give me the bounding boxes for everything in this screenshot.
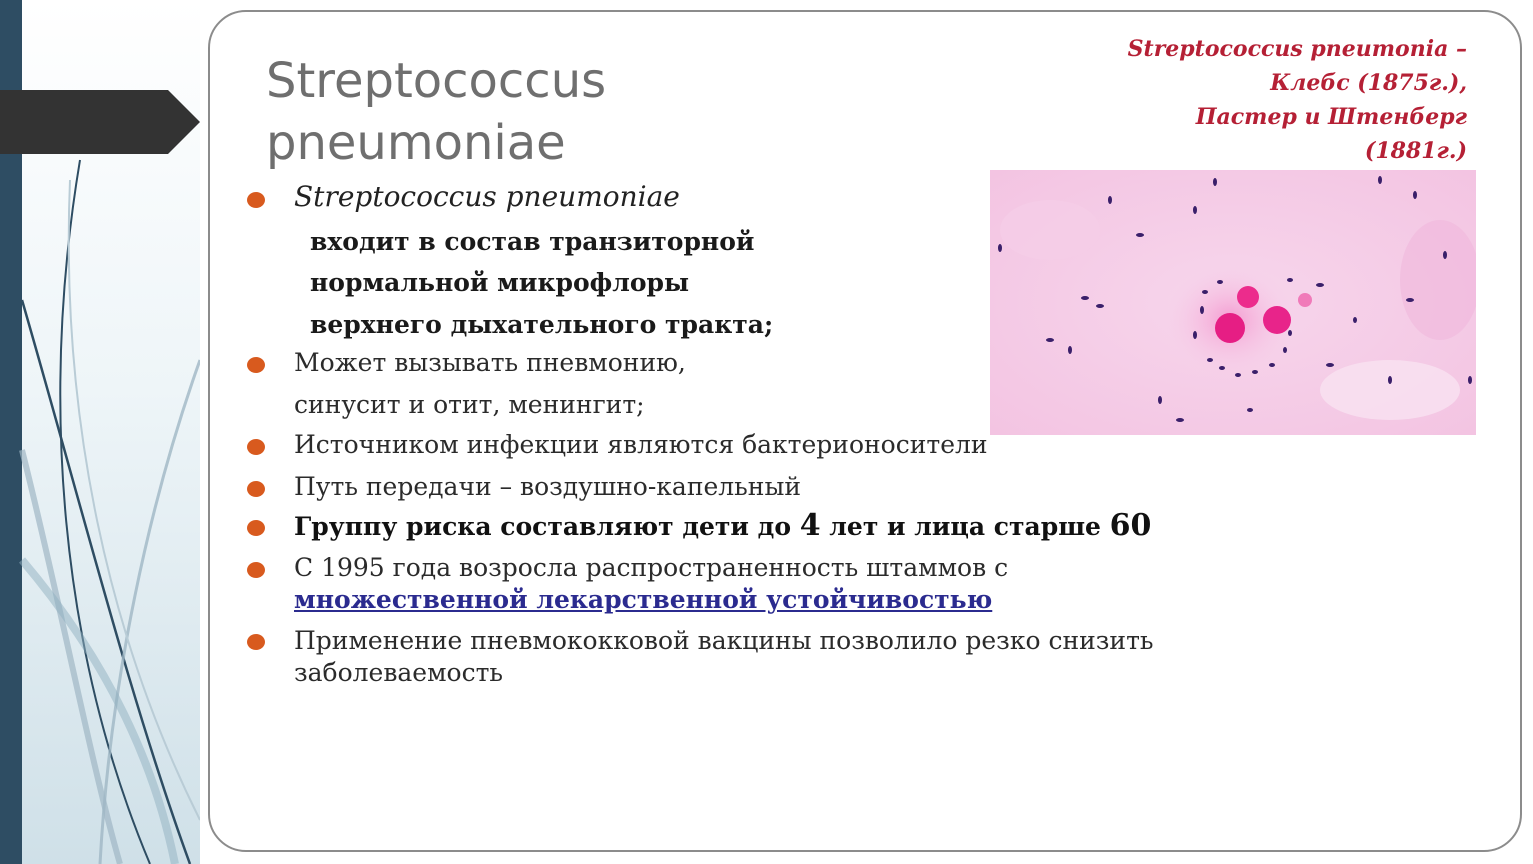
slide-title [266,50,606,174]
bullet-text: Применение пневмококковой вакцины позволило резко снизить [294,626,1154,655]
bullet-marker [246,518,266,538]
bullet-marker [246,479,266,499]
bullet-text: заболеваемость [294,658,504,687]
bullet-text: синусит и отит, менингит; [294,390,645,419]
title-line: pneumoniae [266,115,566,171]
attribution-line: (1881г.) [1364,138,1467,164]
attribution-line: Клебс (1875г.), [1270,70,1467,96]
bullet-text: входит в состав транзиторной [310,227,755,256]
risk-text: Группу риска составляют дети до [294,512,800,541]
microscopy-image [990,170,1476,435]
bullet-marker [246,355,266,375]
title-line: Streptococcus [266,53,607,109]
bullet-text: Путь передачи – воздушно-капельный [294,472,802,501]
risk-age-number: 4 [799,508,821,543]
bullet-marker [246,190,266,210]
attribution-line: Streptococcus pneumonia – [1127,36,1467,62]
bullet-text: С 1995 года возросла распространенность штаммов с [294,553,1009,582]
bullet-text: нормальной микрофлоры [310,268,690,297]
title-arrow-shape [0,90,200,154]
discovery-attribution [1128,32,1467,168]
bullet-marker [246,437,266,457]
bullet-text-species: Streptococcus pneumoniae [294,180,680,213]
bullet-text-risk-group [294,508,1151,543]
bullet-text: верхнего дыхательного тракта; [310,310,774,339]
bullet-text: Источником инфекции являются бактерионосители [294,430,988,459]
left-decorative-panel [0,0,200,864]
resistance-link[interactable]: множественной лекарственной устойчивостью [294,585,993,614]
risk-age-number: 60 [1109,508,1152,543]
attribution-line: Пастер и Штенберг [1195,104,1467,130]
bullet-marker [246,632,266,652]
bullet-marker [246,560,266,580]
bullet-text: Может вызывать пневмонию, [294,348,686,377]
risk-text: лет и лица старше [820,512,1110,541]
